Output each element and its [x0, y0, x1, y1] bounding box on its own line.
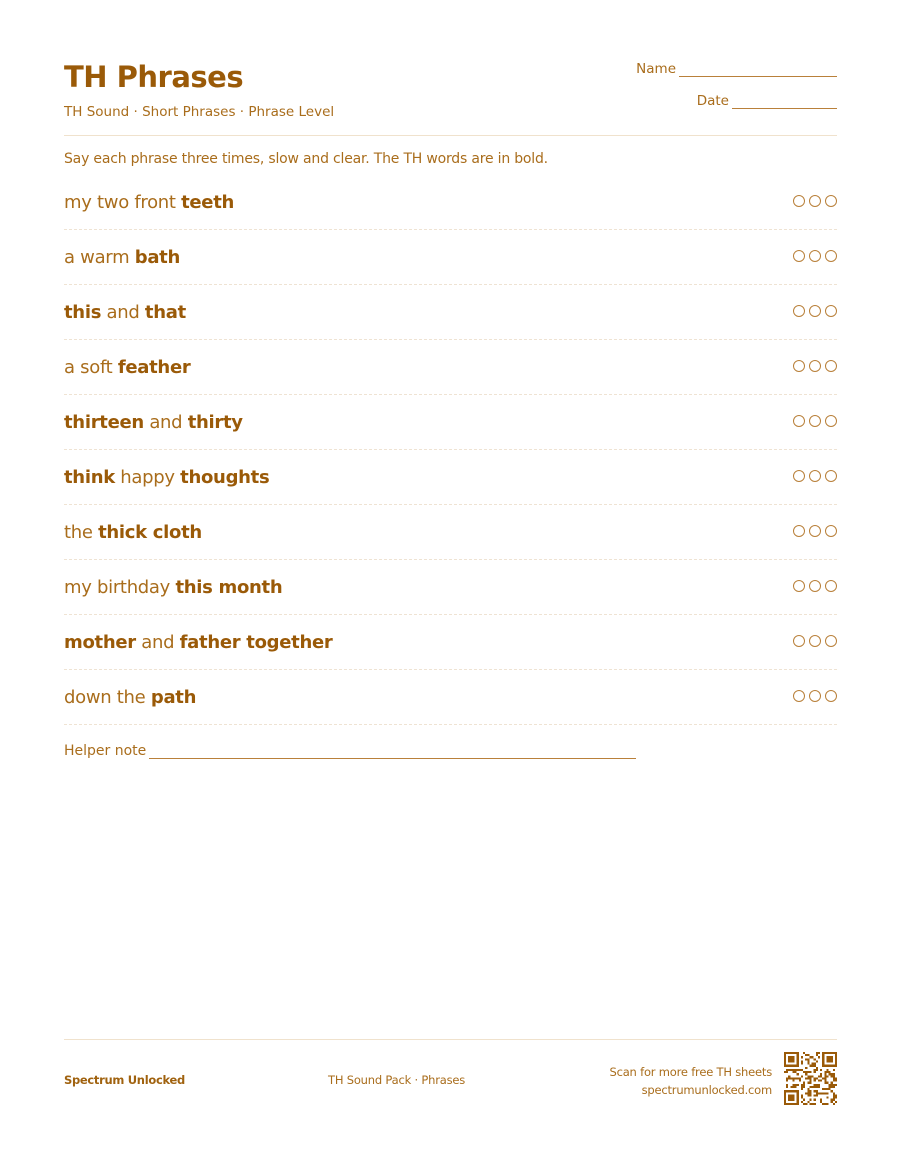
- tally-circle-icon[interactable]: [809, 525, 821, 537]
- tally-circle-icon[interactable]: [793, 195, 805, 207]
- th-word: this: [64, 301, 102, 323]
- repetition-tally: [793, 250, 837, 262]
- tally-circle-icon[interactable]: [809, 415, 821, 427]
- date-label: Date: [696, 93, 729, 109]
- th-word: thirty: [187, 411, 243, 433]
- phrase-word: and: [101, 301, 145, 323]
- website-url[interactable]: spectrumunlocked.com: [641, 1083, 772, 1097]
- tally-circle-icon[interactable]: [809, 305, 821, 317]
- repetition-tally: [793, 360, 837, 372]
- tally-circle-icon[interactable]: [825, 415, 837, 427]
- repetition-tally: [793, 305, 837, 317]
- phrase-row: [64, 175, 837, 230]
- tally-circle-icon[interactable]: [793, 635, 805, 647]
- phrase-row: [64, 285, 837, 340]
- tally-circle-icon[interactable]: [793, 415, 805, 427]
- page-title: TH Phrases: [64, 60, 244, 94]
- phrase-text: [64, 247, 180, 268]
- repetition-tally: [793, 470, 837, 482]
- repetition-tally: [793, 195, 837, 207]
- phrase-row: [64, 395, 837, 450]
- scan-text: Scan for more free TH sheets: [609, 1065, 772, 1079]
- tally-circle-icon[interactable]: [825, 195, 837, 207]
- th-word: teeth: [181, 191, 235, 213]
- phrase-row: [64, 505, 837, 560]
- phrase-row: [64, 615, 837, 670]
- th-word: thirteen: [64, 411, 144, 433]
- tally-circle-icon[interactable]: [809, 250, 821, 262]
- tally-circle-icon[interactable]: [825, 250, 837, 262]
- date-field[interactable]: [697, 93, 837, 109]
- phrase-row: [64, 230, 837, 285]
- th-word: this month: [175, 576, 283, 598]
- phrase-row: [64, 560, 837, 615]
- phrase-text: [64, 577, 282, 598]
- phrase-text: [64, 467, 269, 488]
- repetition-tally: [793, 635, 837, 647]
- repetition-tally: [793, 525, 837, 537]
- tally-circle-icon[interactable]: [793, 525, 805, 537]
- th-word: mother: [64, 631, 136, 653]
- phrase-text: [64, 632, 332, 653]
- th-word: father together: [179, 631, 333, 653]
- page-subtitle: TH Sound · Short Phrases · Phrase Level: [64, 104, 335, 120]
- tally-circle-icon[interactable]: [825, 360, 837, 372]
- footer-divider: [64, 1039, 837, 1040]
- tally-circle-icon[interactable]: [825, 305, 837, 317]
- repetition-tally: [793, 415, 837, 427]
- phrase-text: [64, 302, 186, 323]
- tally-circle-icon[interactable]: [809, 195, 821, 207]
- phrase-word: and: [143, 411, 188, 433]
- date-blank-line[interactable]: [732, 94, 837, 109]
- tally-circle-icon[interactable]: [825, 525, 837, 537]
- th-word: thick cloth: [98, 521, 202, 543]
- helper-note-line[interactable]: [149, 742, 636, 759]
- helper-note-field[interactable]: [64, 742, 636, 759]
- phrase-text: [64, 192, 234, 213]
- name-label: Name: [636, 61, 676, 77]
- instructions: Say each phrase three times, slow and clear. The TH words are in bold.: [64, 151, 548, 167]
- repetition-tally: [793, 690, 837, 702]
- phrase-word: happy: [114, 466, 181, 488]
- th-word: that: [144, 301, 186, 323]
- phrase-word: down the: [64, 686, 151, 708]
- helper-note-label: Helper note: [64, 743, 147, 759]
- phrase-text: [64, 522, 202, 543]
- tally-circle-icon[interactable]: [809, 635, 821, 647]
- tally-circle-icon[interactable]: [793, 690, 805, 702]
- th-word: think: [64, 466, 115, 488]
- tally-circle-icon[interactable]: [809, 470, 821, 482]
- phrase-word: and: [135, 631, 180, 653]
- phrase-row: [64, 450, 837, 505]
- th-word: thoughts: [180, 466, 270, 488]
- phrase-word: the: [64, 521, 99, 543]
- pack-name: TH Sound Pack · Phrases: [328, 1073, 466, 1087]
- brand-name: Spectrum Unlocked: [64, 1073, 185, 1087]
- th-word: path: [150, 686, 197, 708]
- tally-circle-icon[interactable]: [825, 690, 837, 702]
- phrase-row: [64, 340, 837, 395]
- phrase-row: [64, 670, 837, 725]
- tally-circle-icon[interactable]: [809, 580, 821, 592]
- tally-circle-icon[interactable]: [809, 360, 821, 372]
- tally-circle-icon[interactable]: [825, 580, 837, 592]
- phrase-text: [64, 687, 196, 708]
- phrase-word: a soft: [64, 356, 118, 378]
- tally-circle-icon[interactable]: [793, 580, 805, 592]
- phrase-list: [64, 175, 837, 725]
- tally-circle-icon[interactable]: [793, 305, 805, 317]
- qr-code-icon[interactable]: [784, 1052, 837, 1105]
- name-field[interactable]: [636, 61, 837, 77]
- worksheet-page: [64, 0, 837, 1165]
- tally-circle-icon[interactable]: [825, 470, 837, 482]
- tally-circle-icon[interactable]: [793, 250, 805, 262]
- header-divider: [64, 135, 837, 136]
- tally-circle-icon[interactable]: [809, 690, 821, 702]
- phrase-text: [64, 412, 243, 433]
- tally-circle-icon[interactable]: [793, 360, 805, 372]
- th-word: feather: [117, 356, 191, 378]
- scan-caption: [609, 1063, 772, 1099]
- phrase-word: my two front: [64, 191, 182, 213]
- name-blank-line[interactable]: [679, 62, 837, 77]
- repetition-tally: [793, 580, 837, 592]
- phrase-word: my birthday: [64, 576, 176, 598]
- phrase-word: a warm: [64, 246, 135, 268]
- tally-circle-icon[interactable]: [825, 635, 837, 647]
- phrase-text: [64, 357, 190, 378]
- th-word: bath: [134, 246, 181, 268]
- tally-circle-icon[interactable]: [793, 470, 805, 482]
